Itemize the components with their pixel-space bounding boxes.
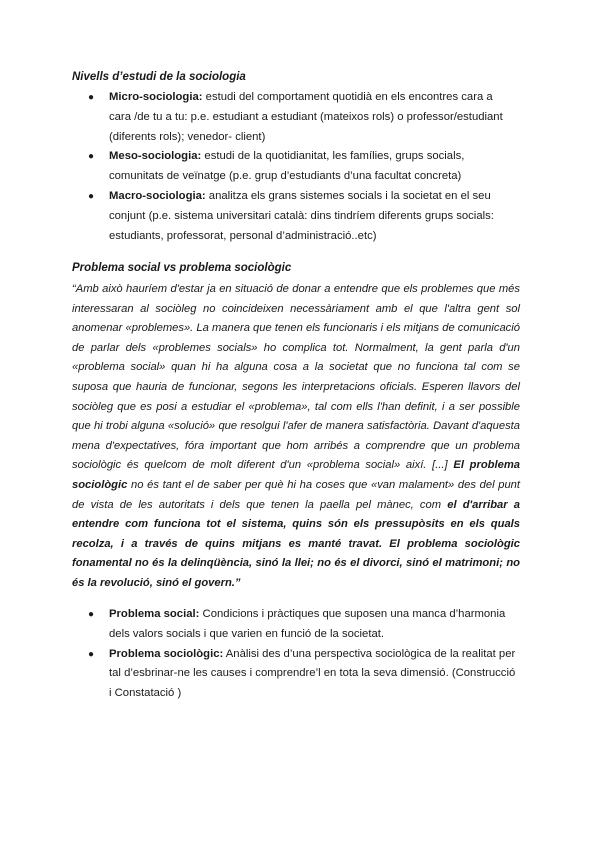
list-item (0, 605, 600, 645)
bullet-icon: ● (88, 92, 95, 103)
list-item-text: estudi de la quotidianitat, les famílies, grups socials, comunitats de veïnatge (p.e. grup d’estudiants d’una facultat concreta) (109, 150, 465, 183)
list-item-text: Condicions i pràctiques que suposen una manca d’harmonia dels valors socials i que varien en funció de la societat. (109, 608, 506, 640)
list-item-term: Macro-sociologia: (109, 189, 206, 202)
list-item-text: analitza els grans sistemes socials i la societat en el seu conjunt (p.e. sistema universitari català: dins tindríem diferents grups socials: estudiants, professorat, personal d’administració..etc) (109, 189, 494, 242)
bullet-icon: ● (88, 609, 95, 620)
list-item (0, 187, 600, 246)
bullet-icon: ● (88, 151, 95, 163)
list-item (0, 147, 600, 187)
list-item-text: Anàlisi des d’una perspectiva sociològica de la realitat per tal d’esbrinar-ne les causes i comprendre’l en tota la seva dimensió. (Construcció i Constatació ) (109, 647, 516, 700)
definitions-list (0, 605, 600, 704)
list-item (0, 88, 600, 147)
list-item-term: Meso-sociologia: (109, 150, 202, 163)
list-item-text: estudi del comportament quotidià en els encontres cara a cara /de tu a tu: p.e. estudiant a estudiant (mateixos rols) o professor/estudiant (diferents rols); venedor- client) (109, 91, 503, 143)
bullet-icon: ● (88, 190, 95, 202)
quote-bold-text: El problema sociològic (72, 459, 520, 491)
list-item-term: Micro-sociologia: (109, 91, 203, 103)
bullet-icon: ● (88, 648, 95, 660)
quote-bold-text: el d'arribar a entendre com funciona tot el sistema, quins són els pressupòsits en els quals recolza, i a través de quins mitjans es manté travat. El problema sociològic fonamental no és la delinqüència, sinó la llei; no és el divorci, sinó el matrimoni; no és la revolució, sinó el govern.” (72, 498, 520, 589)
quote-paragraph (72, 280, 520, 594)
list-item (0, 645, 600, 704)
section-heading-problem: Problema social vs problema sociològic (72, 262, 292, 274)
quote-text: no és tant el de saber per què hi ha coses que «van malament» des del punt de vista de les autoritats i dels que tenen la paella pel mànec, com (72, 478, 520, 511)
section-heading-levels: Nivells d’estudi de la sociologia (72, 71, 246, 83)
levels-list (0, 88, 600, 246)
quote-text: “Amb això hauríem d'estar ja en situació de donar a entendre que els problemes que més interessaran al sociòleg no coincideixen necessàriament amb el que l'altra gent sol anomenar «problemes». La manera que tenen els funcionaris i els mitjans de comunicació de parlar dels «problemes socials» ho complica tot. Normalment, la gent parla d'un «problema social» quan hi ha alguna cosa a la societat que no funciona tal com se suposa que hauria de funcionar, segons les interpretacions oficials. Esperen llavors del sociòleg que es posi a estudiar el «problema», tal com ells l'han definit, i a ser possible que hi trobi alguna «solució» que resolgui l'afer de manera satisfactòria. Davant d'aquesta mena d'expectatives, fóra important que hom arribés a comprendre que un problema sociològic és quelcom de molt diferent d'un «problema social» així. [...] (72, 283, 520, 472)
list-item-term: Problema sociològic: (109, 647, 224, 660)
list-item-term: Problema social: (109, 608, 200, 620)
